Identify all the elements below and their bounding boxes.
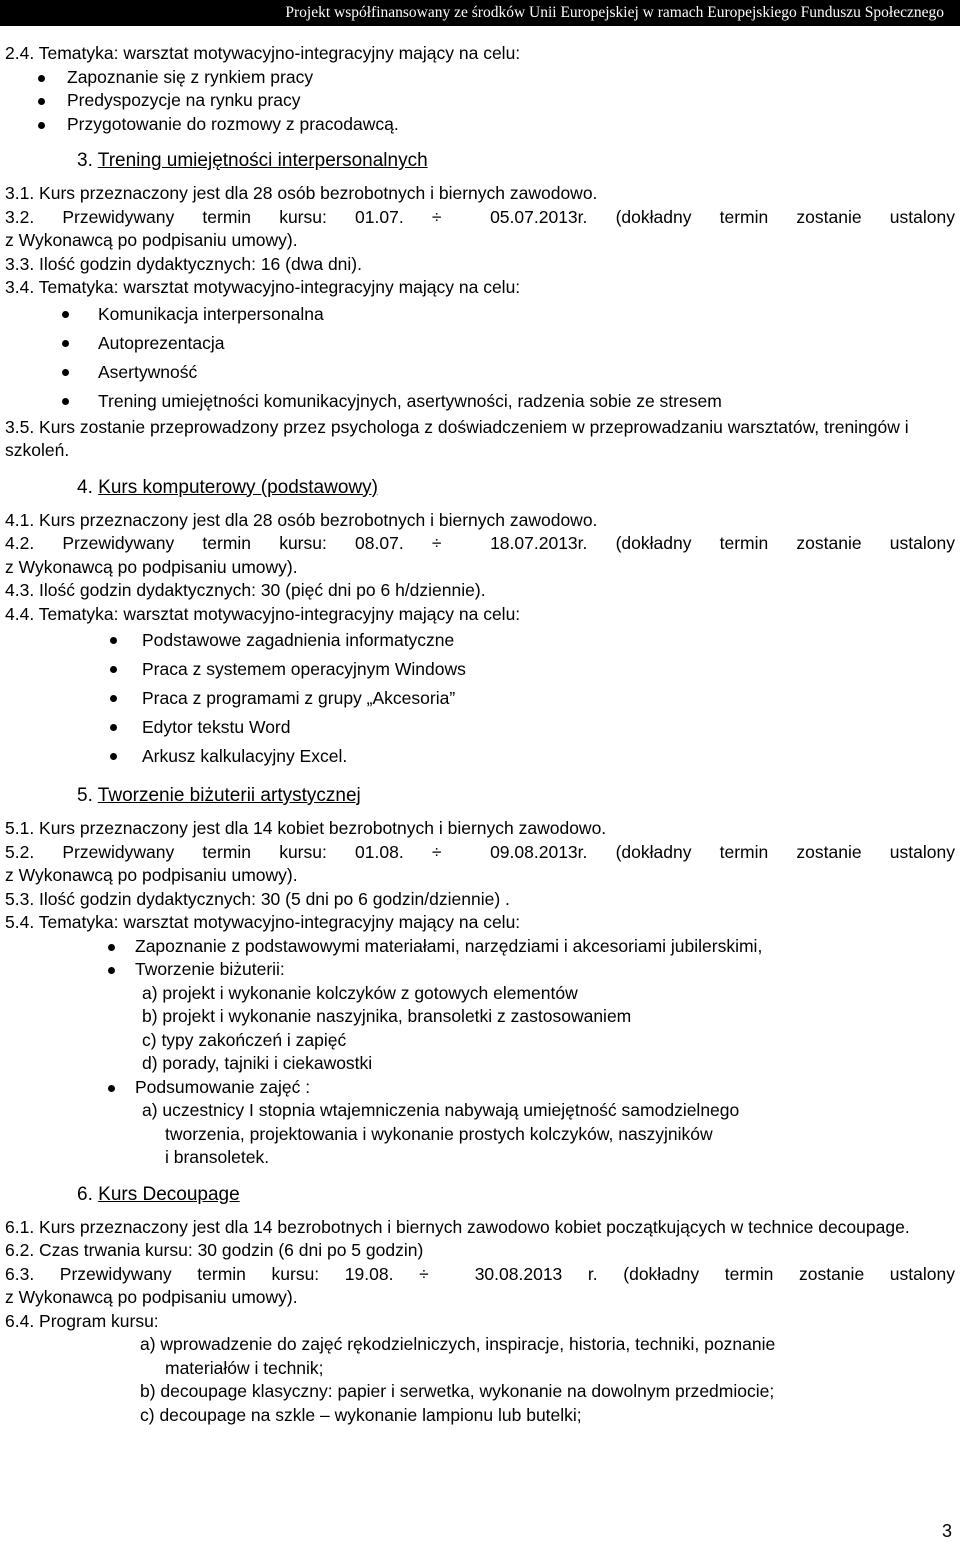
paragraph-4-3: 4.3. Ilość godzin dydaktycznych: 30 (pięć dni po 6 h/dziennie).: [5, 580, 486, 600]
section-title: Kurs komputerowy (podstawowy): [98, 476, 378, 498]
section-number: 6.: [77, 1183, 93, 1205]
list-item: Arkusz kalkulacyjny Excel.: [5, 742, 955, 771]
sub-item: c) decoupage na szkle – wykonanie lampionu lub butelki;: [140, 1404, 582, 1425]
list-item: Podstawowe zagadnienia informatyczne: [5, 626, 955, 655]
paragraph-3-3: 3.3. Ilość godzin dydaktycznych: 16 (dwa dni).: [5, 253, 362, 274]
section-number: 3.: [77, 150, 93, 171]
list-item: Zapoznanie z podstawowymi materiałami, narzędziami i akcesoriami jubilerskimi,: [5, 935, 955, 959]
term-end: 18.07.2013r. (dokładny termin zostanie ustalony: [490, 533, 955, 553]
list-item: Komunikacja interpersonalna: [5, 300, 955, 329]
term-end: 09.08.2013r. (dokładny termin zostanie ustalony: [490, 841, 955, 862]
paragraph-2-4: 2.4. Tematyka: warsztat motywacyjno-integracyjny mający na celu:: [5, 43, 521, 63]
sub-item-cont: materiałów i technik;: [165, 1357, 324, 1378]
page-header: Projekt współfinansowany ze środków Unii Europejskiej w ramach Europejskiego Funduszu Społecznego: [0, 0, 960, 26]
paragraph-5-4: 5.4. Tematyka: warsztat motywacyjno-integracyjny mający na celu:: [5, 912, 521, 932]
list-item: Zapoznanie się z rynkiem pracy: [5, 66, 955, 90]
section-heading-6: [5, 1182, 955, 1208]
section-number: 4.: [77, 476, 93, 498]
paragraph-5-3: 5.3. Ilość godzin dydaktycznych: 30 (5 dni po 6 godzin/dziennie) .: [5, 888, 510, 909]
list-item: Podsumowanie zajęć :: [5, 1076, 955, 1100]
term-start: 3.2. Przewidywany termin kursu: 01.07.: [5, 206, 404, 227]
sub-item: b) projekt i wykonanie naszyjnika, bransoletki z zastosowaniem: [142, 1006, 632, 1026]
section-number: 5.: [77, 785, 93, 806]
section-title: Trening umiejętności interpersonalnych: [97, 150, 428, 171]
section-title: Kurs Decoupage: [98, 1183, 240, 1205]
divide-icon: ÷: [431, 841, 442, 862]
paragraph-6-3: [5, 1263, 955, 1287]
list-item: Predyspozycje na rynku pracy: [5, 89, 955, 113]
list-item: Autoprezentacja: [5, 329, 955, 358]
paragraph-6-4: 6.4. Program kursu:: [5, 1310, 159, 1331]
paragraph-3-5: 3.5. Kurs zostanie przeprowadzony przez psychologa z doświadczeniem w przeprowadzaniu warsztatów, treningów i szkoleń.: [5, 416, 909, 460]
paragraph-3-1: 3.1. Kurs przeznaczony jest dla 28 osób bezrobotnych i biernych zawodowo.: [5, 183, 598, 203]
section-heading-5: [5, 783, 955, 809]
paragraph-6-2: 6.2. Czas trwania kursu: 30 godzin (6 dni po 5 godzin): [5, 1240, 424, 1260]
document-content: [5, 42, 955, 1427]
sub-item: a) uczestnicy I stopnia wtajemniczenia nabywają umiejętność samodzielnego: [142, 1100, 740, 1120]
list-item: Tworzenie biżuterii:: [5, 958, 955, 982]
paragraph-4-1: 4.1. Kurs przeznaczony jest dla 28 osób bezrobotnych i biernych zawodowo.: [5, 509, 598, 530]
list-item: Przygotowanie do rozmowy z pracodawcą.: [5, 113, 955, 137]
list-item: Praca z programami z grupy „Akcesoria”: [5, 684, 955, 713]
term-end: 05.07.2013r. (dokładny termin zostanie ustalony: [490, 206, 955, 227]
divide-icon: ÷: [431, 533, 442, 553]
term-start: 4.2. Przewidywany termin kursu: 08.07.: [5, 533, 404, 553]
term-start: 6.3. Przewidywany termin kursu: 19.08.: [5, 1263, 394, 1284]
term-end: 30.08.2013 r. (dokładny termin zostanie ustalony: [474, 1263, 955, 1284]
paragraph-4-2: [5, 532, 955, 556]
sub-item-cont: tworzenia, projektowania i wykonanie prostych kolczyków, naszyjników: [165, 1123, 713, 1144]
paragraph-3-2: [5, 206, 955, 230]
paragraph-5-2-cont: z Wykonawcą po podpisaniu umowy).: [5, 865, 298, 885]
sub-item: d) porady, tajniki i ciekawostki: [142, 1053, 373, 1073]
paragraph-4-2-cont: z Wykonawcą po podpisaniu umowy).: [5, 556, 298, 577]
divide-icon: ÷: [431, 206, 442, 227]
paragraph-3-4: 3.4. Tematyka: warsztat motywacyjno-integracyjny mający na celu:: [5, 277, 521, 297]
term-start: 5.2. Przewidywany termin kursu: 01.08.: [5, 841, 404, 862]
page-number: 3: [941, 1520, 952, 1541]
sub-item: c) typy zakończeń i zapięć: [142, 1029, 347, 1050]
paragraph-4-4: 4.4. Tematyka: warsztat motywacyjno-integracyjny mający na celu:: [5, 603, 521, 624]
paragraph-6-3-cont: z Wykonawcą po podpisaniu umowy).: [5, 1287, 298, 1307]
list-item: Asertywność: [5, 358, 955, 387]
section-title: Tworzenie biżuterii artystycznej: [97, 785, 361, 806]
list-item: Trening umiejętności komunikacyjnych, asertywności, radzenia sobie ze stresem: [5, 387, 955, 416]
section-heading-3: [5, 148, 955, 174]
paragraph-3-2-cont: z Wykonawcą po podpisaniu umowy).: [5, 230, 298, 250]
paragraph-6-1: 6.1. Kurs przeznaczony jest dla 14 bezrobotnych i biernych zawodowo kobiet początkujących w technice decoupage.: [5, 1216, 910, 1237]
section-heading-4: [5, 475, 955, 501]
paragraph-5-2: [5, 841, 955, 865]
divide-icon: ÷: [419, 1263, 429, 1284]
paragraph-5-1: 5.1. Kurs przeznaczony jest dla 14 kobiet bezrobotnych i biernych zawodowo.: [5, 818, 607, 838]
sub-item: a) wprowadzenie do zajęć rękodzielniczych, inspiracje, historia, techniki, poznanie: [140, 1334, 776, 1354]
list-item: Edytor tekstu Word: [5, 713, 955, 742]
sub-item-cont: i bransoletek.: [165, 1147, 270, 1167]
sub-item: b) decoupage klasyczny: papier i serwetka, wykonanie na dowolnym przedmiocie;: [140, 1381, 775, 1401]
list-item: Praca z systemem operacyjnym Windows: [5, 655, 955, 684]
sub-item: a) projekt i wykonanie kolczyków z gotowych elementów: [142, 982, 578, 1003]
